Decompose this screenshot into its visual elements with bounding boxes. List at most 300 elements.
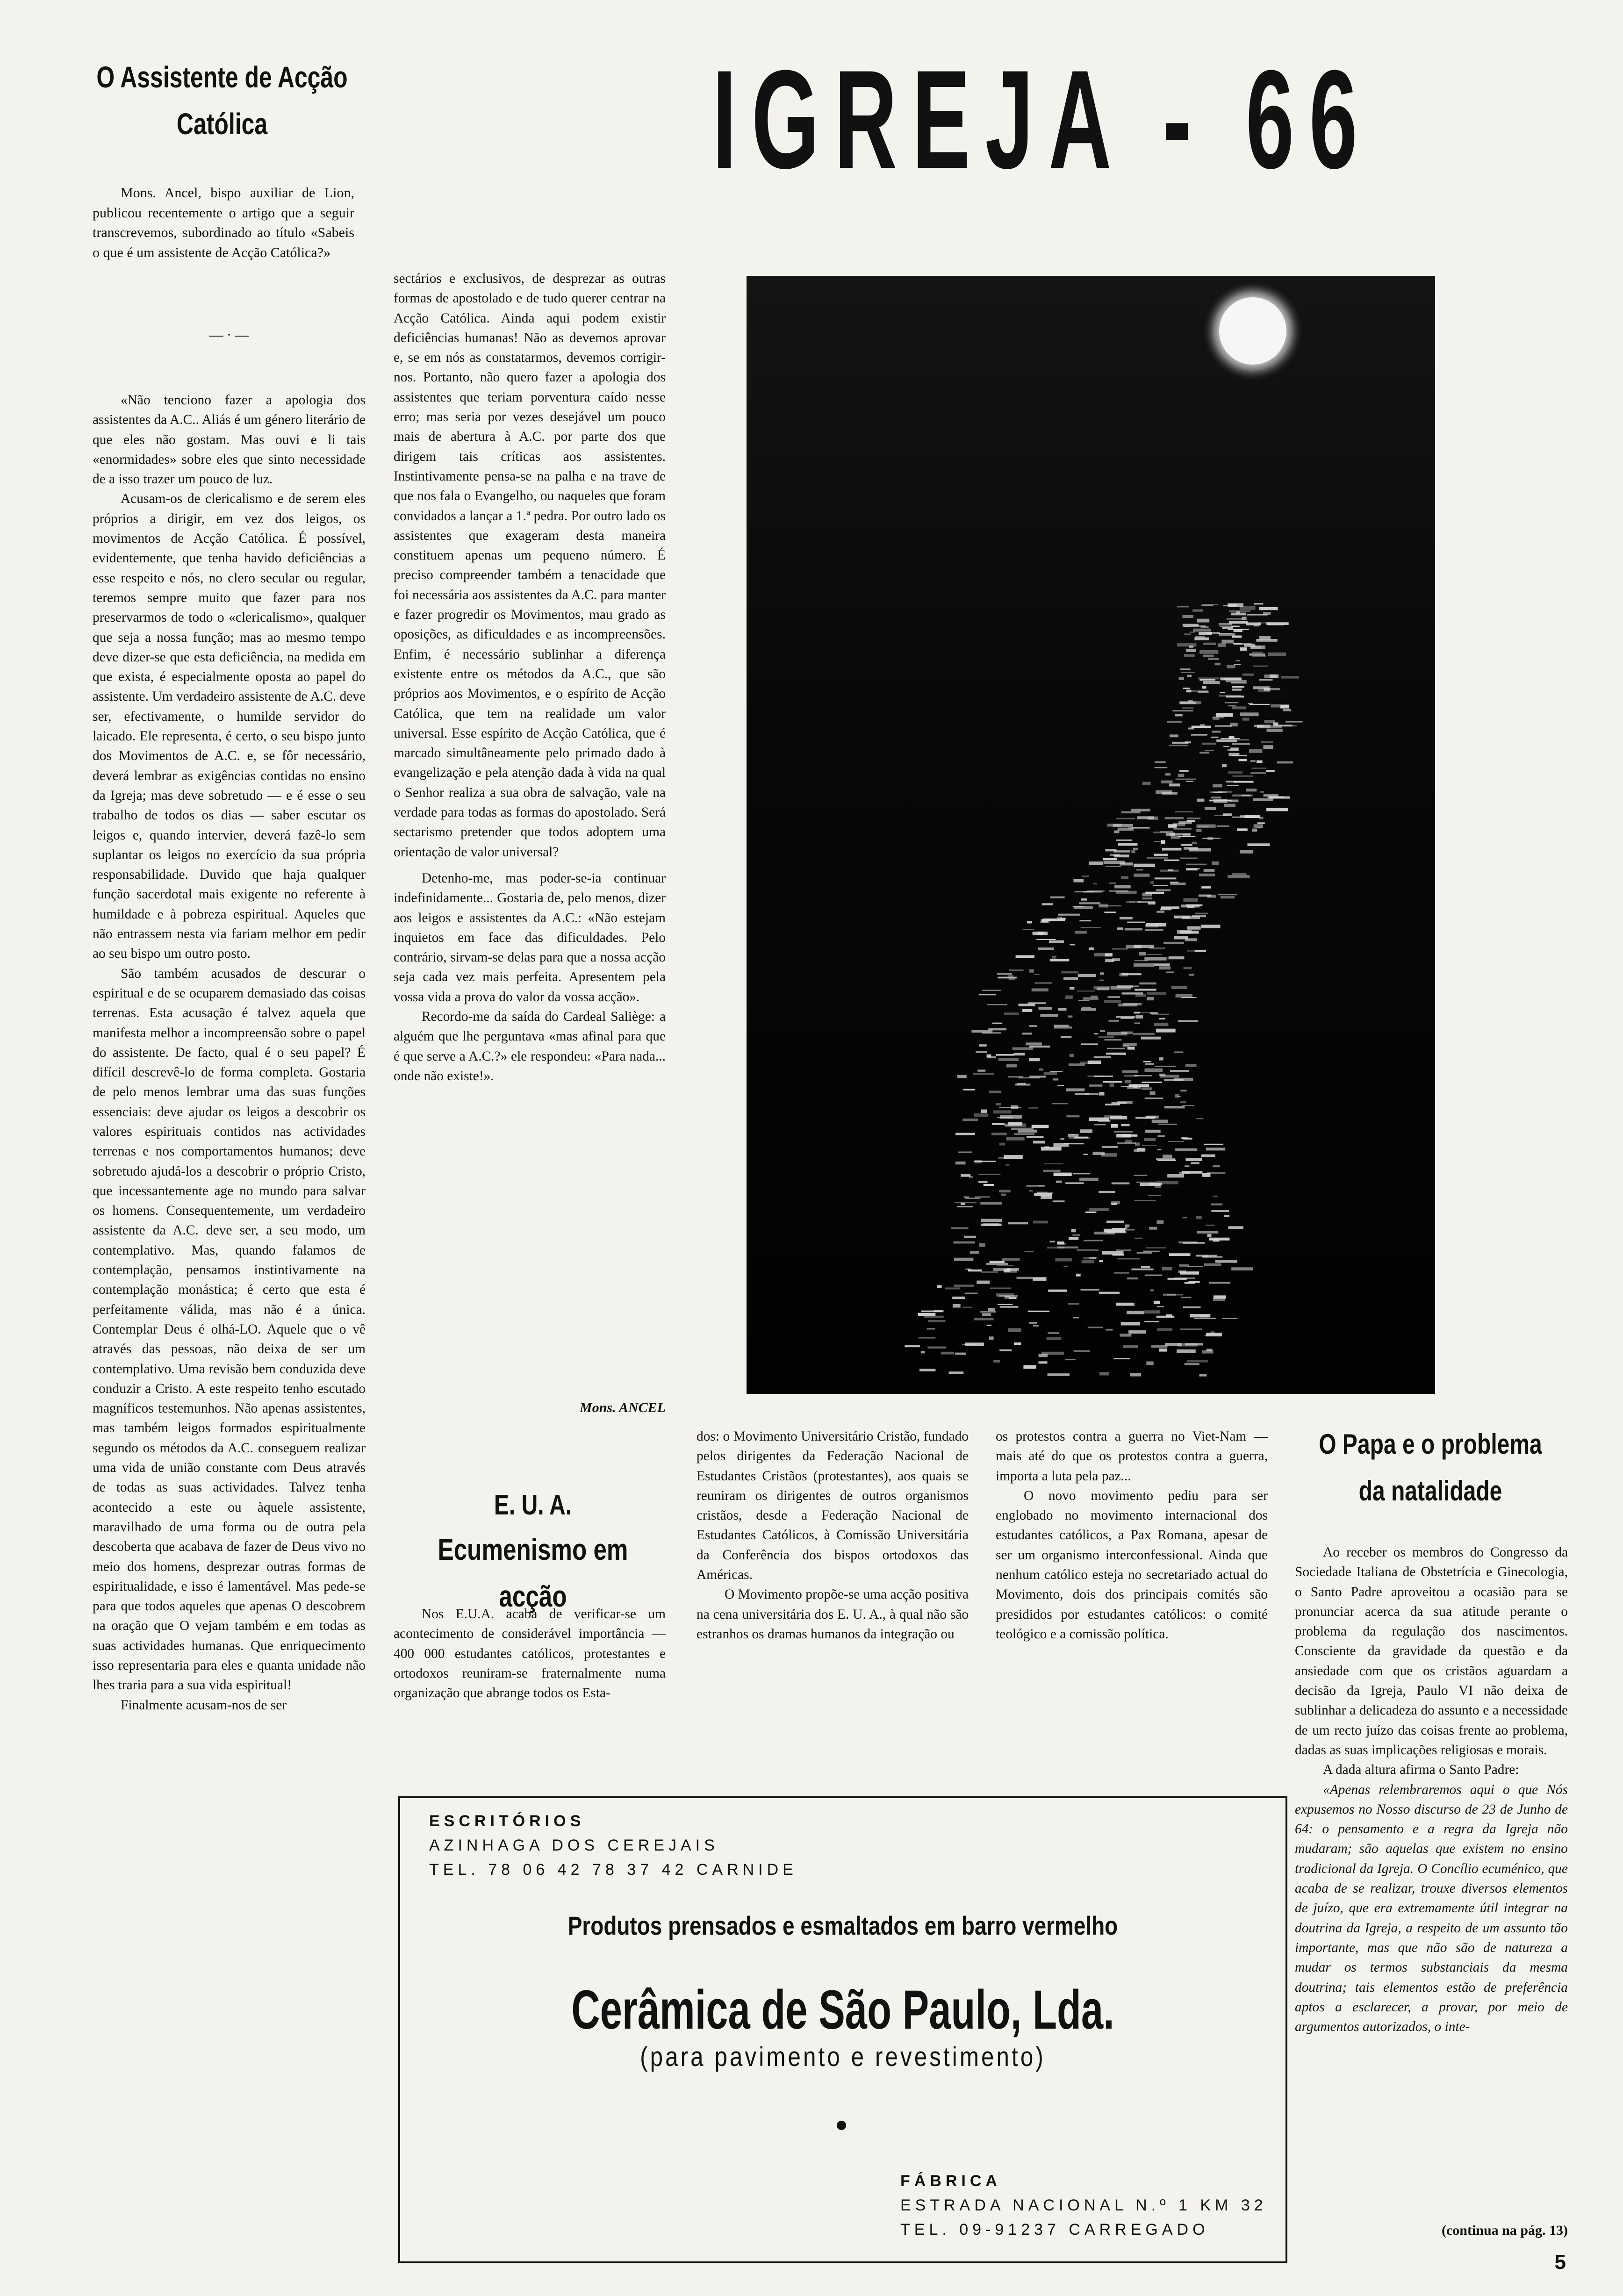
- water-glint: [1134, 1175, 1147, 1176]
- ad-offices-label: ESCRITÓRIOS: [429, 1812, 585, 1830]
- water-glint: [990, 1288, 1012, 1289]
- water-glint: [1136, 1015, 1143, 1019]
- water-glint: [1099, 1191, 1115, 1193]
- water-glint: [1191, 734, 1207, 736]
- water-glint: [1199, 1374, 1207, 1377]
- ad-bullet-dot: [837, 2121, 846, 2130]
- water-glint: [1178, 1270, 1186, 1273]
- water-glint: [1125, 1224, 1130, 1227]
- water-glint: [1271, 725, 1282, 728]
- water-glint: [1142, 1145, 1157, 1146]
- water-glint: [1225, 702, 1238, 703]
- water-glint: [1099, 904, 1108, 908]
- water-glint: [1216, 739, 1237, 742]
- water-glint: [1181, 672, 1195, 673]
- water-glint: [1178, 774, 1185, 777]
- water-glint: [941, 1352, 955, 1355]
- water-glint: [1259, 607, 1278, 610]
- water-glint: [1017, 1277, 1034, 1279]
- water-glint: [1198, 677, 1220, 679]
- water-glint: [1041, 1147, 1062, 1151]
- water-glint: [1106, 1220, 1124, 1223]
- ad-subtitle: (para pavimento e revestimento): [640, 2042, 1046, 2072]
- water-glint: [1199, 752, 1209, 753]
- water-glint: [1250, 772, 1265, 774]
- water-glint: [1127, 1277, 1138, 1279]
- water-glint: [1186, 781, 1193, 782]
- water-glint: [1189, 974, 1194, 976]
- water-glint: [1139, 983, 1156, 985]
- water-glint: [1039, 1361, 1048, 1363]
- water-glint: [1050, 897, 1065, 898]
- water-glint: [1195, 950, 1206, 952]
- water-glint: [1083, 997, 1099, 1000]
- water-glint: [1230, 747, 1238, 751]
- water-glint: [1177, 1096, 1181, 1097]
- water-glint: [1106, 866, 1121, 868]
- water-glint: [1135, 989, 1156, 990]
- water-glint: [1028, 1107, 1038, 1109]
- water-glint: [1150, 1289, 1154, 1292]
- water-glint: [958, 1152, 972, 1153]
- water-glint: [1162, 848, 1182, 851]
- water-glint: [1114, 1131, 1133, 1133]
- water-glint: [1048, 1290, 1067, 1292]
- water-glint: [1122, 1134, 1137, 1137]
- water-glint: [1110, 1083, 1114, 1087]
- water-glint: [1198, 826, 1209, 827]
- water-glint: [1177, 606, 1189, 608]
- water-glint: [1197, 799, 1205, 802]
- water-glint: [1208, 658, 1219, 660]
- water-glint: [1222, 1318, 1238, 1319]
- water-glint: [1267, 729, 1283, 732]
- water-glint: [1009, 1297, 1017, 1299]
- water-glint: [1252, 652, 1263, 653]
- water-glint: [1142, 782, 1151, 785]
- water-glint: [1052, 1103, 1068, 1104]
- water-glint: [1177, 643, 1196, 646]
- water-glint: [1065, 996, 1073, 999]
- water-glint: [1168, 824, 1177, 828]
- water-glint: [1252, 829, 1257, 832]
- water-glint: [1174, 1277, 1195, 1279]
- water-glint: [1226, 781, 1236, 783]
- water-glint: [1228, 875, 1250, 878]
- water-glint: [1215, 725, 1232, 727]
- water-glint: [1131, 809, 1150, 811]
- water-glint: [1180, 858, 1198, 859]
- water-glint: [1183, 1217, 1187, 1218]
- water-glint: [1219, 695, 1241, 697]
- water-glint: [1171, 986, 1187, 989]
- article2-paragraph: Nos E.U.A. acaba de verificar-se um acontecimento de considerável importância — 400 000 estudantes católicos, protestantes e ortodoxos reuniram-se fraternalmente numa organização que abrange todos os Esta-: [394, 1607, 666, 1701]
- water-glint: [1082, 875, 1089, 877]
- water-glint: [1200, 1315, 1208, 1317]
- water-glint: [1184, 967, 1192, 969]
- water-glint: [1049, 1241, 1055, 1242]
- water-glint: [1156, 889, 1171, 891]
- water-glint: [1247, 614, 1268, 616]
- water-glint: [1169, 1253, 1191, 1256]
- water-glint: [1074, 906, 1093, 910]
- water-glint: [1186, 904, 1202, 906]
- water-glint: [1235, 660, 1240, 661]
- ad-offices-address: AZINHAGA DOS CEREJAIS: [429, 1837, 719, 1854]
- water-glint: [1053, 1200, 1065, 1202]
- water-glint: [1123, 1003, 1142, 1005]
- water-glint: [1005, 1164, 1009, 1166]
- water-glint: [1079, 1178, 1099, 1181]
- water-glint: [1134, 864, 1155, 867]
- water-glint: [1144, 1321, 1159, 1322]
- water-glint: [963, 1089, 975, 1091]
- water-glint: [1253, 798, 1273, 801]
- water-glint: [1250, 704, 1270, 705]
- water-glint: [1160, 1075, 1179, 1078]
- water-glint: [1022, 1033, 1032, 1034]
- water-glint: [1234, 664, 1241, 665]
- water-glint: [1069, 1063, 1085, 1066]
- water-glint: [1159, 1057, 1163, 1061]
- water-glint: [1253, 666, 1268, 667]
- water-glint: [1134, 945, 1154, 948]
- water-glint: [1164, 860, 1179, 861]
- ad-factory-phone: TEL. 09-91237 CARREGADO: [900, 2221, 1209, 2239]
- water-glint: [1154, 854, 1168, 856]
- water-glint: [1039, 1007, 1052, 1010]
- water-glint: [1013, 1053, 1025, 1055]
- water-glint: [965, 1293, 978, 1294]
- water-glint: [1108, 997, 1120, 998]
- water-glint: [974, 1318, 994, 1320]
- water-glint: [1199, 874, 1215, 876]
- water-glint: [1175, 1148, 1197, 1151]
- water-glint: [980, 1202, 1002, 1205]
- article3-title: [1296, 1421, 1565, 1514]
- water-glint: [1176, 994, 1192, 998]
- water-glint: [961, 1174, 970, 1177]
- water-glint: [1135, 1238, 1142, 1239]
- water-glint: [989, 1336, 994, 1340]
- water-glint: [1179, 1172, 1190, 1174]
- water-glint: [1039, 1069, 1043, 1071]
- water-glint: [1196, 1216, 1201, 1219]
- water-glint: [968, 1270, 982, 1272]
- water-glint: [1023, 1365, 1036, 1369]
- water-glint: [1006, 1137, 1024, 1141]
- water-glint: [1043, 918, 1065, 921]
- water-glint: [1204, 1144, 1223, 1145]
- water-glint: [1167, 1174, 1184, 1178]
- moonlight-water-image: [747, 276, 1435, 1394]
- water-glint: [1206, 1225, 1214, 1226]
- water-glint: [1089, 1208, 1109, 1211]
- water-glint: [1077, 990, 1095, 991]
- water-glint: [1186, 864, 1206, 865]
- water-glint: [928, 1320, 945, 1322]
- water-glint: [1121, 1086, 1139, 1087]
- continued-note: (continua na pág. 13): [1441, 2223, 1568, 2238]
- water-glint: [918, 1313, 936, 1316]
- water-glint: [987, 1325, 992, 1326]
- article1-intro: [93, 183, 354, 263]
- water-glint: [1118, 843, 1138, 846]
- water-glint: [998, 1058, 1019, 1061]
- water-glint: [1240, 647, 1247, 651]
- water-glint: [1259, 817, 1264, 819]
- water-glint: [954, 1258, 973, 1261]
- water-glint: [1200, 724, 1205, 727]
- water-glint: [1205, 750, 1214, 751]
- water-glint: [1047, 1337, 1062, 1340]
- water-glint: [1079, 920, 1091, 921]
- water-glint: [1167, 721, 1182, 723]
- article1-title-line1: O Assistente de Acção: [96, 60, 348, 94]
- water-glint: [1112, 1183, 1130, 1184]
- water-glint: [1077, 1249, 1099, 1251]
- water-glint: [1220, 692, 1225, 693]
- water-glint: [1102, 1146, 1118, 1148]
- water-glint: [965, 1269, 971, 1270]
- article2-title-line1: E. U. A.: [494, 1489, 572, 1521]
- water-glint: [1034, 974, 1039, 975]
- water-glint: [1131, 850, 1135, 853]
- water-glint: [1002, 1258, 1020, 1261]
- water-glint: [1109, 1020, 1119, 1021]
- water-glint: [1175, 714, 1183, 717]
- water-glint: [1194, 1318, 1216, 1319]
- masthead-text: IGREJA - 66: [712, 41, 1373, 198]
- water-glint: [1176, 779, 1196, 780]
- water-glint: [1001, 1194, 1006, 1196]
- water-glint: [1182, 708, 1193, 709]
- water-glint: [1224, 678, 1241, 680]
- water-glint: [1211, 1210, 1229, 1212]
- water-glint: [1264, 794, 1278, 796]
- water-glint: [1074, 1350, 1090, 1352]
- water-glint: [1179, 677, 1184, 680]
- water-glint: [983, 990, 1001, 991]
- water-glint: [1144, 1310, 1160, 1313]
- water-glint: [1014, 1342, 1021, 1345]
- water-glint: [1147, 857, 1168, 859]
- article1-intro-text: Mons. Ancel, bispo auxiliar de Lion, publicou recentemente o artigo que a seguir transcrevemos, subordinado ao título «Sabeis o que é um assistente de Acção Católica?»: [93, 185, 354, 260]
- water-glint: [1218, 894, 1237, 895]
- water-glint: [1190, 631, 1195, 633]
- water-glint: [1213, 1239, 1220, 1241]
- water-glint: [1089, 861, 1103, 865]
- water-glint: [1039, 1354, 1048, 1357]
- water-glint: [984, 1223, 999, 1226]
- water-glint: [1011, 1105, 1019, 1109]
- water-glint: [955, 1162, 966, 1165]
- water-glint: [1029, 1058, 1040, 1061]
- water-glint: [1179, 770, 1188, 772]
- water-glint: [1242, 617, 1247, 620]
- water-glint: [1008, 1076, 1023, 1078]
- water-glint: [1189, 848, 1211, 852]
- water-glint: [1034, 982, 1052, 984]
- water-glint: [973, 1073, 994, 1075]
- water-glint: [1250, 761, 1256, 762]
- water-glint: [1036, 939, 1056, 940]
- water-glint: [1197, 619, 1209, 623]
- water-glint: [1197, 1231, 1218, 1234]
- water-glint: [1281, 676, 1299, 678]
- water-glint: [1026, 1042, 1042, 1045]
- water-glint: [1165, 817, 1184, 819]
- water-glint: [1163, 942, 1184, 944]
- water-glint: [1048, 1332, 1059, 1334]
- water-glint: [1181, 844, 1192, 846]
- water-glint: [1180, 1101, 1186, 1103]
- water-glint: [1159, 1349, 1167, 1352]
- water-glint: [1094, 1033, 1098, 1034]
- water-glint: [1033, 1277, 1046, 1281]
- water-glint: [1258, 689, 1270, 692]
- water-glint: [978, 1069, 986, 1071]
- water-glint: [1014, 1133, 1034, 1134]
- water-glint: [1164, 1079, 1184, 1081]
- water-glint: [978, 1174, 1000, 1175]
- water-glint: [1148, 902, 1156, 904]
- water-glint: [1107, 1032, 1127, 1036]
- water-glint: [987, 1004, 1007, 1005]
- water-glint: [1266, 622, 1289, 625]
- water-glint: [1022, 1009, 1032, 1012]
- water-glint: [1094, 953, 1113, 957]
- water-glint: [1137, 1148, 1146, 1152]
- water-glint: [982, 1313, 991, 1316]
- water-glint: [1103, 858, 1117, 861]
- article2-title-line2: Ecumenismo em acção: [438, 1533, 628, 1613]
- water-glint: [1221, 640, 1234, 644]
- water-glint: [1161, 906, 1179, 909]
- article2-paragraph: O novo movimento pediu para ser englobado no movimento internacional dos estudantes católicos, a Pax Romana, apesar de ser um organismo interconfessional. Ainda que nenhum católico esteja no secretariado actual do Movimento, dois dos principais comités são presididos por estudantes católicos: o comité teológico e a comissão política.: [996, 1488, 1268, 1642]
- water-glint: [1155, 1066, 1176, 1067]
- water-glint: [1183, 1242, 1205, 1244]
- water-glint: [962, 1307, 972, 1308]
- water-glint: [1093, 883, 1097, 884]
- water-glint: [1257, 725, 1271, 729]
- water-glint: [1198, 691, 1209, 693]
- water-glint: [1154, 1023, 1169, 1026]
- water-glint: [1213, 717, 1220, 720]
- water-glint: [1153, 885, 1168, 886]
- water-glint: [1089, 947, 1094, 950]
- water-glint: [1213, 1165, 1220, 1167]
- water-glint: [970, 1251, 979, 1254]
- water-glint: [1185, 1158, 1202, 1161]
- water-glint: [1254, 824, 1264, 828]
- water-glint: [1232, 743, 1250, 745]
- article2-column-2: [697, 1427, 969, 1644]
- water-glint: [1008, 1222, 1028, 1225]
- water-glint: [1113, 1254, 1124, 1256]
- water-glint: [1023, 929, 1034, 930]
- water-glint: [1232, 755, 1247, 756]
- water-glint: [989, 1091, 1001, 1093]
- water-glint: [1135, 1023, 1140, 1024]
- water-glint: [945, 1287, 961, 1289]
- water-glint: [957, 1075, 967, 1078]
- water-glint: [1212, 731, 1221, 732]
- water-glint: [1029, 1046, 1050, 1048]
- water-glint: [1149, 1227, 1157, 1230]
- water-glint: [1224, 804, 1235, 807]
- water-glint: [1041, 1014, 1058, 1017]
- moon: [1219, 297, 1286, 365]
- water-glint: [1113, 958, 1120, 961]
- water-glint: [1065, 1359, 1076, 1361]
- water-glint: [1139, 952, 1146, 955]
- water-glint: [997, 1265, 1014, 1266]
- water-glint: [984, 1184, 994, 1186]
- water-glint: [1165, 773, 1171, 775]
- water-glint: [1170, 734, 1178, 737]
- water-glint: [1085, 1093, 1099, 1095]
- water-glint: [1187, 1360, 1208, 1363]
- water-glint: [1099, 1292, 1120, 1294]
- water-glint: [1261, 741, 1273, 743]
- water-glint: [1264, 674, 1276, 678]
- water-glint: [1084, 1240, 1103, 1241]
- water-glint: [1156, 790, 1172, 794]
- water-glint: [1268, 653, 1286, 656]
- water-glint: [1032, 989, 1048, 992]
- water-glint: [1201, 886, 1211, 889]
- water-glint: [1266, 808, 1288, 811]
- article2-column-1: [394, 1604, 666, 1703]
- water-glint: [952, 1297, 965, 1299]
- water-glint: [1227, 665, 1235, 668]
- water-glint: [1009, 978, 1015, 980]
- water-glint: [1202, 1350, 1214, 1354]
- water-glint: [999, 1349, 1012, 1351]
- water-glint: [1187, 675, 1192, 677]
- water-glint: [1100, 972, 1104, 975]
- water-glint: [1266, 770, 1275, 772]
- water-glint: [919, 1369, 935, 1371]
- water-glint: [1114, 1272, 1129, 1274]
- water-glint: [1227, 785, 1239, 786]
- water-glint: [1175, 811, 1193, 812]
- water-glint: [1080, 1129, 1092, 1133]
- water-glint: [1052, 956, 1056, 959]
- water-glint: [1215, 663, 1221, 666]
- article3-quote: «Apenas relembraremos aqui o que Nós expusemos no Nosso discurso de 23 de Junho de 64: o pensamento e a regra da Igreja não mudaram; são aquelas que existem no ensino tradicional da Igreja. O Concílio ecuménico, que acaba de se realizar, trouxe diversos elementos de juízo, que era extremamente útil integrar na doutrina da Igreja, a respeito de um assunto tão importante, mas que não são de natureza a mudar os termos substanciais da mesma doutrina; tais elementos estão de preferência aptos a esclarecer, a provar, por meio de argumentos autorizados, o inte-: [1295, 1782, 1568, 2035]
- water-glint: [1033, 1141, 1045, 1144]
- water-glint: [1248, 703, 1253, 704]
- water-glint: [1151, 1345, 1168, 1348]
- water-glint: [1088, 1327, 1103, 1328]
- water-glint: [1259, 679, 1273, 681]
- water-glint: [998, 1117, 1013, 1118]
- water-glint: [1180, 668, 1191, 670]
- water-glint: [1201, 626, 1209, 628]
- water-glint: [1213, 1196, 1218, 1197]
- water-glint: [1222, 627, 1233, 629]
- water-glint: [1159, 966, 1171, 969]
- water-glint: [1257, 761, 1263, 763]
- water-glint: [1212, 861, 1219, 865]
- water-glint: [1024, 1251, 1034, 1252]
- water-glint: [1121, 1322, 1140, 1325]
- water-glint: [1070, 944, 1075, 946]
- water-glint: [1209, 1282, 1231, 1284]
- water-glint: [1163, 1155, 1172, 1158]
